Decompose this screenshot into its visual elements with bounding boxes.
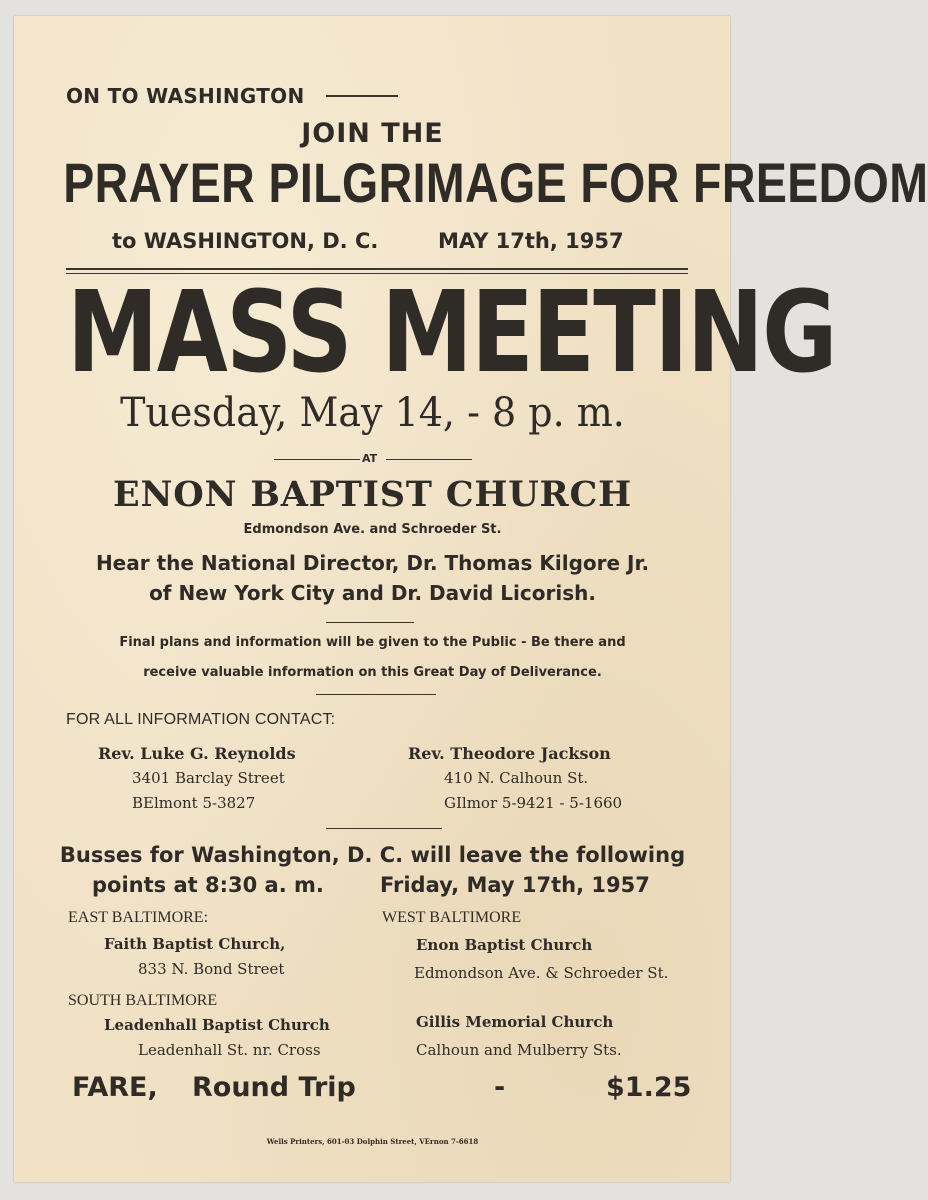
contact-1-street: 3401 Barclay Street (132, 769, 285, 787)
south-address: Leadenhall St. nr. Cross (138, 1041, 321, 1059)
meeting-time: Tuesday, May 14, - 8 p. m. (120, 390, 625, 436)
fare-price: $1.25 (606, 1072, 692, 1103)
headline: PRAYER PILGRIMAGE FOR FREEDOM (63, 151, 928, 214)
west-region: WEST BALTIMORE (382, 909, 522, 926)
contact-heading: FOR ALL INFORMATION CONTACT: (66, 711, 336, 728)
venue-address: Edmondson Ave. and Schroeder St. (243, 522, 502, 537)
at-text: AT (362, 452, 378, 465)
east-church: Faith Baptist Church, (104, 935, 286, 953)
gillis-church: Gillis Memorial Church (416, 1013, 614, 1031)
destination-text: to WASHINGTON, D. C. (112, 229, 379, 253)
contact-2-street: 410 N. Calhoun St. (444, 769, 589, 787)
printer-credit: Wells Printers, 601-03 Dolphin Street, VErnon 7-6618 (266, 1137, 479, 1146)
east-address: 833 N. Bond Street (138, 960, 285, 978)
at-rule-left (274, 459, 360, 460)
gillis-address: Calhoun and Mulberry Sts. (416, 1041, 622, 1059)
south-church: Leadenhall Baptist Church (104, 1016, 330, 1034)
main-title: MASS MEETING (66, 268, 836, 398)
info-line-2: receive valuable information on this Great Day of Deliverance. (143, 665, 602, 680)
divider-1 (326, 622, 414, 623)
west-church: Enon Baptist Church (416, 936, 593, 954)
contact-2-phone: GIlmor 5-9421 - 5-1660 (444, 794, 623, 812)
kicker-text: ON TO WASHINGTON (66, 84, 305, 108)
contact-1-phone: BElmont 5-3827 (132, 794, 256, 812)
at-rule-right (386, 459, 472, 460)
fare-dash: - (494, 1072, 506, 1103)
speakers-line-1: Hear the National Director, Dr. Thomas Kilgore Jr. (95, 551, 650, 575)
west-address: Edmondson Ave. & Schroeder St. (414, 964, 669, 982)
divider-3 (326, 828, 442, 829)
contact-2-name: Rev. Theodore Jackson (408, 744, 611, 763)
east-region: EAST BALTIMORE: (68, 909, 209, 926)
divider-2 (316, 694, 436, 695)
bus-time: points at 8:30 a. m. (92, 873, 324, 897)
bus-date: Friday, May 17th, 1957 (380, 873, 650, 897)
speakers-line-2: of New York City and Dr. David Licorish. (149, 581, 596, 605)
fare-label: FARE, (72, 1072, 158, 1103)
join-text: JOIN THE (301, 118, 444, 149)
kicker-rule (326, 95, 398, 97)
fare-trip: Round Trip (192, 1072, 356, 1103)
info-line-1: Final plans and information will be given to the Public - Be there and (119, 635, 626, 650)
bus-line-1: Busses for Washington, D. C. will leave the following (59, 843, 686, 867)
date-text: MAY 17th, 1957 (438, 229, 624, 253)
venue-name: ENON BAPTIST CHURCH (113, 474, 632, 515)
contact-1-name: Rev. Luke G. Reynolds (98, 744, 296, 763)
south-region: SOUTH BALTIMORE (68, 992, 218, 1009)
